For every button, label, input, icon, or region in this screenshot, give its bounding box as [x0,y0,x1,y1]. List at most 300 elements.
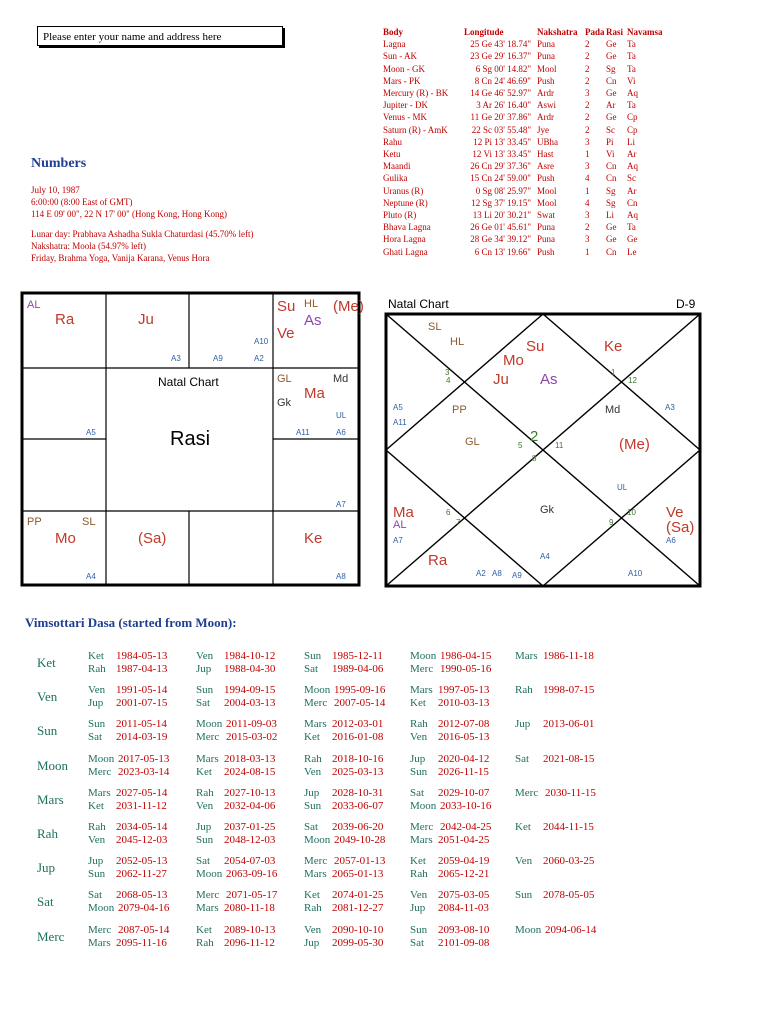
dasa-main-period: Ven [37,689,58,705]
cell-longitude: 25 Ge 43' 18.74" [470,39,531,50]
nav-num-11: 11 [555,441,564,450]
rasi-hl-label: HL [304,298,319,310]
dasa-sub-period [88,821,167,833]
dasa-sub-period [410,800,491,812]
cell-body: Gulika [383,173,408,184]
dasa-sub-period [196,663,275,675]
cell-pada: 2 [585,124,590,135]
cell-longitude: 3 Ar 26' 16.40" [476,100,531,111]
sub-period-date: 2011-09-03 [226,718,277,731]
sub-period-planet: Mars [304,718,327,731]
dasa-sub-period [304,868,383,880]
cell-body: Maandi [383,161,411,172]
table-row [383,246,663,258]
cell-body: Hora Lagna [383,234,426,245]
dasa-sub-period [196,697,275,709]
sub-period-planet: Ven [515,855,533,868]
sub-period-date: 2007-05-14 [334,697,386,710]
rasi-a2-label: A2 [254,354,264,363]
cell-longitude: 26 Cn 29' 37.36" [470,161,531,172]
nav-a2-label: A2 [476,569,486,578]
cell-rasi: Ar [606,100,616,111]
cell-nakshatra: Push [537,246,555,257]
dasa-sub-period [88,766,169,778]
table-row [383,185,663,197]
cell-nakshatra: Push [537,173,555,184]
birth-date: July 10, 1987 [31,185,80,195]
cell-longitude: 12 Pi 13' 33.45" [473,136,531,147]
table-row [383,75,663,87]
sub-period-date: 2018-10-16 [332,752,384,765]
cell-navamsa: Li [627,136,635,147]
dasa-sub-period [196,821,275,833]
sub-period-date: 2013-06-01 [543,718,595,731]
sub-period-date: 1985-12-11 [332,650,383,662]
sub-period-planet: Ven [304,765,322,778]
dasa-sub-period [88,718,167,730]
sub-period-planet: Mars [515,650,538,662]
sub-period-date: 2012-07-08 [438,718,490,731]
sub-period-date: 2029-10-07 [438,786,490,799]
cell-nakshatra: Hast [537,149,554,160]
dasa-sub-period [304,855,385,867]
nav-num-9: 9 [609,518,614,527]
sub-period-date: 2081-12-27 [332,902,384,915]
sub-period-date: 2071-05-17 [226,889,278,902]
nav-a11-label: A11 [393,418,407,427]
sub-period-date: 2093-08-10 [438,923,490,936]
sub-period-date: 2001-07-15 [116,697,168,710]
table-row [383,50,663,62]
nav-as-label: As [540,371,558,388]
sub-period-date: 2010-03-13 [438,697,490,710]
sub-period-planet: Mars [410,684,433,697]
sub-period-date: 2074-01-25 [332,889,384,902]
rasi-a8-label: A8 [336,572,346,581]
cell-pada: 3 [585,234,590,245]
cell-body: Ketu [383,149,401,160]
nav-ve-label: Ve [666,504,684,521]
cell-navamsa: Ar [627,185,637,196]
sub-period-planet: Ket [196,923,212,936]
sub-period-date: 2099-05-30 [332,936,384,949]
dasa-sub-period [304,937,383,949]
dasa-sub-period [88,753,169,765]
cell-nakshatra: Mool [537,63,557,74]
sub-period-date: 2016-01-08 [332,731,384,744]
sub-period-planet: Jup [196,821,212,833]
sub-period-planet: Ven [88,684,106,697]
sub-period-date: 1995-09-16 [334,684,386,697]
sub-period-date: 2034-05-14 [116,821,168,833]
table-row [383,63,663,75]
dasa-sub-period [88,663,167,675]
sub-period-planet: Moon [304,684,331,697]
sub-period-date: 1990-05-16 [440,663,492,675]
cell-body: Saturn (R) - AmK [383,124,448,135]
sub-period-planet: Moon [410,799,437,812]
sub-period-planet: Mars [304,868,327,881]
nav-a5-label: A5 [393,403,403,412]
nav-sl-label: SL [428,321,442,333]
sub-period-planet: Mars [88,936,111,949]
sub-period-date: 2030-11-15 [545,786,596,799]
cell-navamsa: Le [627,246,637,257]
planet-positions-table [383,26,663,258]
sub-period-planet: Merc [304,697,328,710]
nav-num-1: 1 [611,368,616,377]
cell-rasi: Cn [606,246,617,257]
sub-period-planet: Mars [196,902,219,915]
dasa-sub-period [304,697,385,709]
nav-sa-label: (Sa) [666,519,695,536]
sub-period-planet: Ven [410,889,428,902]
cell-rasi: Sg [606,185,616,196]
sub-period-planet: Jup [304,936,320,949]
dasa-sub-period [88,924,169,936]
dasa-sub-period [196,766,275,778]
cell-nakshatra: Push [537,75,555,86]
rasi-a11-label: A11 [296,428,310,437]
rasi-center-label: Rasi [170,428,211,450]
dasa-sub-period [410,787,489,799]
sub-period-planet: Ven [196,650,214,662]
birth-location: 114 E 09' 00", 22 N 17' 00" (Hong Kong, Hong Kong) [31,209,227,219]
cell-nakshatra: Ardr [537,88,554,99]
dasa-sub-period [304,731,383,743]
dasa-sub-period [304,902,383,914]
dasa-sub-period [196,834,275,846]
dasa-sub-period [410,889,489,901]
dasa-sub-period [196,731,277,743]
sub-period-planet: Ket [515,821,531,833]
dasa-sub-period [196,937,275,949]
dasa-sub-period [410,924,489,936]
dasa-sub-period [304,889,383,901]
sub-period-date: 1986-04-15 [440,650,492,662]
sub-period-date: 2060-03-25 [543,855,595,868]
table-row [383,221,663,233]
sub-period-planet: Merc [515,786,539,799]
dasa-sub-period [515,787,596,799]
nav-su-label: Su [526,338,545,355]
sub-period-planet: Mars [88,786,111,799]
sub-period-planet: Sat [410,786,425,799]
dasa-sub-period [88,868,167,880]
cell-pada: 1 [585,185,590,196]
cell-pada: 3 [585,210,590,221]
dasa-sub-period [196,889,277,901]
sub-period-date: 2026-11-15 [438,765,489,778]
yoga-karana: Friday, Brahma Yoga, Vanija Karana, Venus Hora [31,253,210,263]
sub-period-date: 2094-06-14 [545,923,597,936]
sub-period-date: 2062-11-27 [116,868,167,881]
sub-period-date: 2087-05-14 [118,923,170,936]
sub-period-planet: Ket [410,855,426,868]
nav-a9-label: A9 [512,571,522,580]
nav-num-2: 2 [530,428,539,445]
rasi-a6-label: A6 [336,428,346,437]
sub-period-planet: Sat [304,821,319,833]
dasa-sub-period [515,650,594,662]
sub-period-planet: Rah [410,868,428,881]
table-row [383,197,663,209]
sub-period-planet: Sun [410,765,428,778]
sub-period-date: 2027-05-14 [116,786,168,799]
sub-period-date: 1984-10-12 [224,650,276,662]
table-row [383,87,663,99]
dasa-sub-period [88,684,167,696]
header-nakshatra: Nakshatra [537,27,578,37]
cell-longitude: 14 Ge 46' 52.97" [470,88,531,99]
dasa-sub-period [410,697,489,709]
cell-body: Bhava Lagna [383,222,431,233]
cell-pada: 2 [585,51,590,62]
dasa-sub-period [88,731,167,743]
rasi-a10-label: A10 [254,337,269,346]
dasa-sub-period [304,787,383,799]
nav-mo-label: Mo [503,352,524,369]
sub-period-planet: Jup [88,855,104,868]
cell-navamsa: Aq [627,161,638,172]
sub-period-date: 1988-04-30 [224,663,276,675]
dasa-sub-period [410,684,489,696]
table-row [383,99,663,111]
rasi-gl-label: GL [277,373,292,385]
cell-rasi: Sg [606,63,616,74]
dasa-sub-period [410,855,489,867]
nav-num-5: 5 [518,441,523,450]
cell-pada: 2 [585,39,590,50]
sub-period-planet: Moon [196,718,223,731]
sub-period-date: 2033-06-07 [332,799,384,812]
cell-rasi: Cn [606,75,617,86]
nakshatra: Nakshatra: Moola (54.97% left) [31,241,146,251]
nav-num-10: 10 [627,508,636,517]
nav-me-label: (Me) [619,436,650,453]
dasa-sub-period [410,663,491,675]
sub-period-planet: Rah [410,718,428,731]
nav-pp-label: PP [452,404,467,416]
cell-nakshatra: Mool [537,197,557,208]
dasa-sub-period [515,684,594,696]
nav-al-label: AL [393,519,407,531]
sub-period-planet: Sat [88,889,103,902]
dasa-main-period: Mars [37,791,64,807]
nav-ju-label: Ju [493,371,509,388]
sub-period-planet: Merc [304,855,328,868]
sub-period-planet: Rah [196,936,214,949]
sub-period-planet: Ket [304,889,320,902]
header-body: Body [383,27,404,37]
sub-period-planet: Jup [410,752,426,765]
nav-md-label: Md [605,404,621,416]
cell-nakshatra: Ardr [537,112,554,123]
sub-period-planet: Sat [304,663,319,675]
dasa-sub-period [304,766,383,778]
sub-period-planet: Sun [196,684,214,697]
sub-period-date: 2079-04-16 [118,902,170,915]
cell-navamsa: Ta [627,39,636,50]
sub-period-planet: Merc [88,765,112,778]
dasa-sub-period [304,821,383,833]
dasa-sub-period [88,787,167,799]
rasi-ju-label: Ju [138,311,154,328]
dasa-sub-period [410,753,489,765]
dasa-sub-period [196,650,275,662]
cell-body: Rahu [383,136,402,147]
cell-pada: 1 [585,246,590,257]
cell-body: Jupiter - DK [383,100,428,111]
rasi-ke-label: Ke [304,530,323,547]
sub-period-planet: Sat [196,855,211,868]
dasa-sub-period [515,889,594,901]
cell-navamsa: Ta [627,222,636,233]
cell-body: Lagna [383,39,406,50]
header-navamsa: Navamsa [627,27,663,37]
dasa-sub-period [304,924,383,936]
dasa-sub-period [304,834,385,846]
nav-hl-label: HL [450,336,465,348]
nav-a3-label: A3 [665,403,675,412]
sub-period-date: 2037-01-25 [224,821,276,833]
dasa-sub-period [410,821,491,833]
dasa-sub-period [88,902,169,914]
cell-pada: 3 [585,161,590,172]
sub-period-planet: Sun [196,834,214,846]
nav-num-12: 12 [628,376,637,385]
dasa-main-period: Sun [37,723,58,739]
dasa-sub-period [410,718,489,730]
sub-period-planet: Rah [304,902,322,915]
sub-period-planet: Ket [88,799,104,812]
dasa-sub-period [410,868,489,880]
sub-period-planet: Moon [88,902,115,915]
sub-period-date: 2044-11-15 [543,821,594,833]
cell-body: Mars - PK [383,75,421,86]
nav-gl-label: GL [465,436,480,448]
cell-body: Mercury (R) - BK [383,88,449,99]
sub-period-planet: Jup [410,902,426,915]
sub-period-date: 2049-10-28 [334,834,386,846]
cell-navamsa: Ge [627,234,638,245]
nav-a8-label: A8 [492,569,502,578]
cell-body: Uranus (R) [383,185,424,196]
navamsa-title: Natal Chart [388,297,449,311]
rasi-a4-label: A4 [86,572,96,581]
cell-navamsa: Sc [627,173,636,184]
cell-rasi: Ge [606,88,617,99]
cell-longitude: 0 Sg 08' 25.97" [475,185,531,196]
sub-period-planet: Rah [304,752,322,765]
sub-period-planet: Moon [88,752,115,765]
table-row [383,136,663,148]
sub-period-planet: Ven [88,834,106,846]
cell-rasi: Pi [606,136,614,147]
table-row [383,160,663,172]
rasi-ra-label: Ra [55,311,75,328]
dasa-sub-period [88,800,167,812]
sub-period-planet: Sat [410,936,425,949]
nav-ke-label: Ke [604,338,623,355]
dasa-sub-period [515,924,596,936]
nav-gk-label: Gk [540,504,555,516]
sub-period-planet: Merc [88,923,112,936]
dasa-main-period: Moon [37,757,69,773]
dasa-sub-period [304,718,383,730]
sub-period-date: 2016-05-13 [438,731,490,744]
sub-period-date: 2089-10-13 [224,923,276,936]
sub-period-planet: Merc [196,731,220,744]
cell-nakshatra: Puna [537,234,555,245]
table-row [383,124,663,136]
sub-period-date: 2014-03-19 [116,731,168,744]
sub-period-date: 1987-04-13 [116,663,168,675]
dasa-sub-period [304,684,385,696]
dasa-title: Vimsottari Dasa (started from Moon): [25,615,237,630]
sub-period-planet: Jup [88,697,104,710]
nav-ma-label: Ma [393,504,414,521]
cell-navamsa: Aq [627,88,638,99]
sub-period-planet: Sat [88,731,103,744]
lunar-day: Lunar day: Prabhava Ashadha Sukla Chaturdasi (45.70% left) [31,229,254,239]
name-address-field[interactable]: Please enter your name and address here [37,26,283,46]
cell-rasi: Ge [606,51,617,62]
dasa-sub-period [410,766,489,778]
cell-body: Sun - AK [383,51,418,62]
nav-num-7: 7 [456,518,461,527]
sub-period-planet: Rah [88,663,106,675]
sub-period-planet: Sun [515,889,533,902]
cell-rasi: Ge [606,112,617,123]
sub-period-planet: Ven [410,731,428,744]
sub-period-planet: Rah [196,786,214,799]
cell-nakshatra: Puna [537,39,555,50]
sub-period-planet: Jup [196,663,212,675]
cell-nakshatra: UBha [537,136,558,147]
dasa-sub-period [304,800,383,812]
cell-nakshatra: Asre [537,161,554,172]
cell-nakshatra: Mool [537,185,557,196]
nav-a6-label: A6 [666,536,676,545]
cell-rasi: Ge [606,39,617,50]
sub-period-date: 2020-04-12 [438,752,490,765]
sub-period-date: 2012-03-01 [332,718,384,731]
sub-period-planet: Mars [196,752,219,765]
rasi-al-label: AL [27,299,41,311]
sub-period-planet: Rah [515,684,533,697]
header-pada: Pada [585,27,605,37]
dasa-sub-period [304,663,383,675]
dasa-sub-period [410,650,491,662]
cell-pada: 2 [585,63,590,74]
dasa-main-period: Rah [37,826,58,841]
rasi-sl-label: SL [82,516,96,528]
table-row [383,111,663,123]
cell-navamsa: Aq [627,210,638,221]
sub-period-planet: Sun [304,650,322,662]
sub-period-date: 2084-11-03 [438,902,489,915]
sub-period-planet: Moon [304,834,331,846]
sub-period-date: 2033-10-16 [440,799,492,812]
dasa-sub-period [196,855,275,867]
sub-period-date: 1989-04-06 [332,663,384,675]
cell-longitude: 12 Sg 37' 19.15" [471,197,531,208]
dasa-sub-period [196,924,275,936]
rasi-chart [20,291,364,587]
dasa-sub-period [88,834,167,846]
table-row [383,209,663,221]
